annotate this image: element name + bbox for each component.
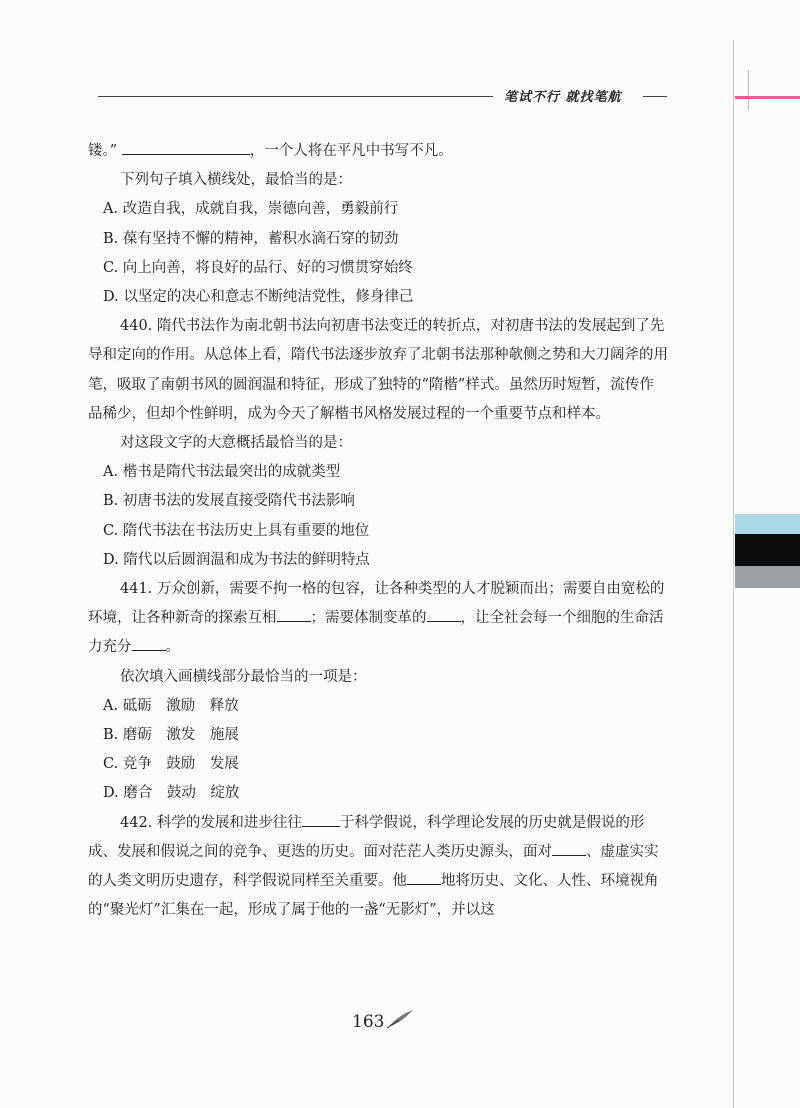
answer-blank — [122, 140, 250, 155]
q439-prompt: 下列句子填入横线处，最恰当的是： — [120, 172, 352, 189]
answer-blank — [302, 812, 340, 827]
header-rule-right — [643, 96, 667, 97]
q440-prompt: 对这段文字的大意概括最恰当的是： — [120, 435, 352, 452]
section-tab-dark — [735, 534, 800, 566]
q440-option-d: D. 隋代以后圆润温和成为书法的鲜明特点 — [103, 551, 370, 568]
section-tab-magenta — [735, 96, 800, 99]
answer-blank — [552, 841, 586, 856]
q439-option-c: C. 向上向善，将良好的品行、好的习惯贯穿始终 — [103, 259, 413, 276]
answer-blank — [407, 870, 441, 885]
answer-blank — [427, 607, 461, 622]
page-gutter-line — [733, 40, 734, 1108]
q440-option-c: C. 隋代书法在书法历史上具有重要的地位 — [103, 522, 370, 539]
q441-passage: 441. 万众创新，需要不拘一格的包容，让各种类型的人才脱颖而出；需要自由宽松的环境，让各种新奇的探索互相 ；需要体制变革的 ，让全社会每一个细胞的生命活力充分 。 — [88, 581, 665, 656]
header-slogan: 笔试不行 就找笔航 — [504, 90, 622, 105]
q439-option-d: D. 以坚定的决心和意志不断纯洁党性，修身律己 — [103, 289, 414, 306]
page-number: 163 — [352, 1012, 385, 1032]
quill-icon — [385, 1008, 415, 1030]
header-rule-left — [98, 96, 493, 97]
page-body — [88, 137, 668, 925]
q441-option-d: D. 磨合 鼓动 绽放 — [103, 785, 240, 802]
answer-blank — [132, 636, 166, 651]
answer-blank — [277, 607, 311, 622]
q440-passage: 440. 隋代书法作为南北朝书法向初唐书法变迁的转折点，对初唐书法的发展起到了先导和定向的作用。从总体上看，隋代书法逐步放弃了北朝书法那种欹侧之势和大刀阔斧的用笔，吸取了南朝书风的圆润温和特征，形成了独特的“隋楷”样式。虽然历时短暂，流传作品稀少，但却个性鲜明，成为今天了解楷书风格发展过程的一个重要节点和样本。 — [88, 318, 668, 422]
q440-option-b: B. 初唐书法的发展直接受隋代书法影响 — [103, 493, 355, 510]
section-tab-light — [735, 514, 800, 534]
q439-continuation: 镂。” ，一个人将在平凡中书写不凡。 — [88, 137, 668, 166]
q440-option-a: A. 楷书是隋代书法最突出的成就类型 — [103, 464, 341, 481]
q442-passage: 442. 科学的发展和进步往往 于科学假说，科学理论发展的历史就是假说的形成、发展和假说之间的竞争、更迭的历史。面对茫茫人类历史源头，面对 、虚虚实实的人类文明历史遗存，科学假说同样至关重要。他 地将历史、文化、人性、环境视角的“聚光灯”汇集在一起，形成了属于他的一盏“无影灯”，并以这 — [88, 809, 668, 926]
q441-option-a: A. 砥砺 激励 释放 — [103, 697, 239, 714]
page-gutter-mark — [748, 70, 749, 110]
q441-option-c: C. 竞争 鼓励 发展 — [103, 756, 239, 773]
q439-option-b: B. 葆有坚持不懈的精神，蓄积水滴石穿的韧劲 — [103, 230, 399, 247]
q439-option-a: A. 改造自我，成就自我，崇德向善，勇毅前行 — [103, 201, 399, 218]
q441-option-b: B. 磨砺 激发 施展 — [103, 727, 239, 744]
section-tab-gray — [735, 566, 800, 588]
q441-prompt: 依次填入画横线部分最恰当的一项是： — [120, 668, 367, 685]
